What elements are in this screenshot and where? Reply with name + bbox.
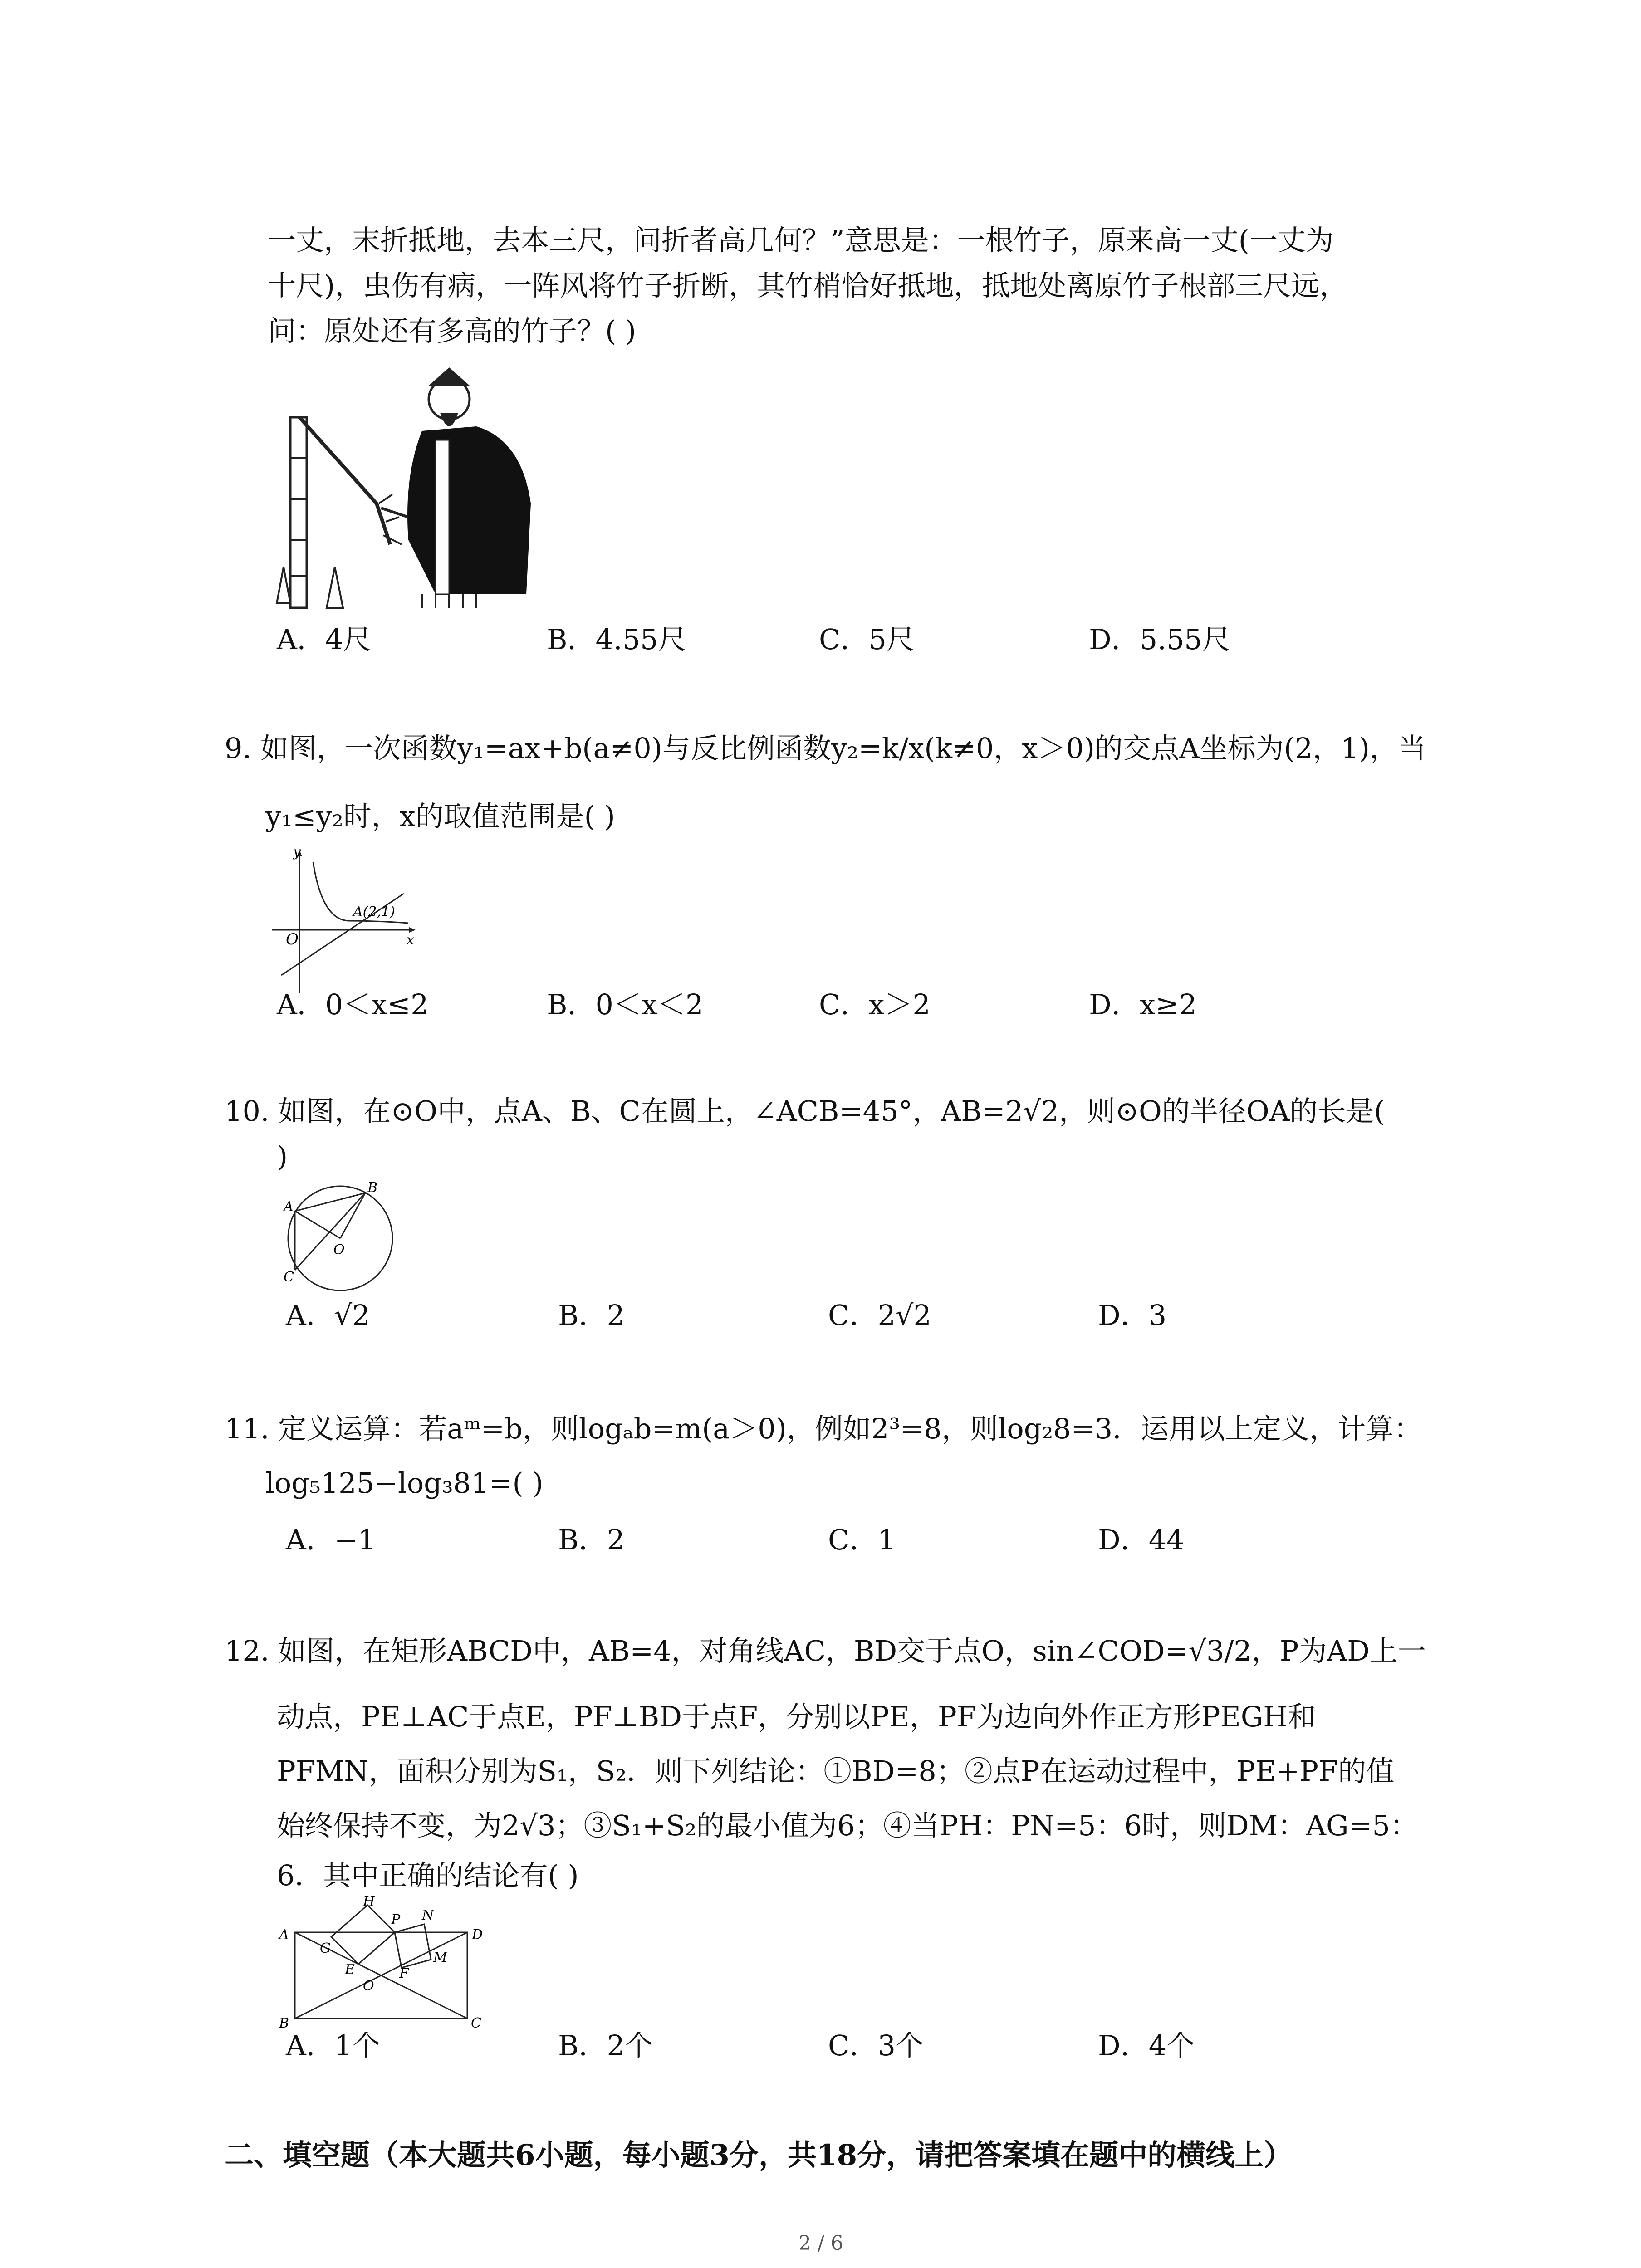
q11-option-b: B．2 xyxy=(558,1523,625,1556)
q9-line2: y₁≤y₂时，x的取值范围是( ) xyxy=(265,800,615,833)
q8-option-b: B．4.55尺 xyxy=(547,623,686,656)
q12-label-c: C xyxy=(471,2015,481,2031)
q9-label-x: x xyxy=(407,932,414,948)
q12-option-a: A．1个 xyxy=(286,2029,381,2062)
q12-line5: 6．其中正确的结论有( ) xyxy=(277,1859,579,1892)
q10-option-c: C．2√2 xyxy=(828,1299,931,1332)
q12-label-b: B xyxy=(279,2015,289,2031)
q10-label-b: B xyxy=(367,1180,378,1196)
q12-label-e: E xyxy=(345,1962,355,1978)
q12-label-p: P xyxy=(391,1912,401,1928)
q10-option-d: D．3 xyxy=(1098,1299,1167,1332)
q12-label-h: H xyxy=(363,1894,375,1910)
section-2-title: 二、填空题（本大题共6小题，每小题3分，共18分，请把答案填在题中的横线上） xyxy=(225,2138,1293,2172)
q12-rectangle-figure xyxy=(272,1894,490,2031)
q11-line2: log₅125−log₃81=( ) xyxy=(265,1466,544,1500)
q8-line2: 十尺)，虫伤有病，一阵风将竹子折断，其竹梢恰好抵地，抵地处离原竹子根部三尺远， xyxy=(268,269,1348,302)
q12-option-b: B．2个 xyxy=(558,2029,653,2062)
q11-option-a: A．−1 xyxy=(286,1523,376,1556)
q9-option-a: A．0＜x≤2 xyxy=(277,988,429,1021)
q9-line1: 9. 如图，一次函数y₁=ax+b(a≠0)与反比例函数y₂=k/x(k≠0，x＞0)的交点A坐标为(2，1)，当 xyxy=(225,732,1426,765)
page-number: 2 / 6 xyxy=(798,2232,843,2255)
q10-label-c: C xyxy=(284,1269,294,1285)
q12-option-c: C．3个 xyxy=(828,2029,924,2062)
q11-line1: 11. 定义运算：若aᵐ=b，则logₐb=m(a＞0)，例如2³=8，则log₂8=3．运用以上定义，计算： xyxy=(225,1412,1422,1445)
q9-label-a: A(2,1) xyxy=(353,904,395,920)
q11-option-d: D．44 xyxy=(1098,1523,1185,1556)
q10-circle-figure xyxy=(272,1179,417,1297)
q12-line1: 12. 如图，在矩形ABCD中，AB=4，对角线AC，BD交于点O，sin∠COD=√3/2，P为AD上一 xyxy=(225,1634,1426,1667)
bamboo-illustration xyxy=(272,367,554,612)
q12-label-g: G xyxy=(320,1941,331,1956)
q10-label-a: A xyxy=(284,1199,294,1215)
q12-label-n: N xyxy=(422,1907,434,1923)
q12-line3: PFMN，面积分别为S₁，S₂．则下列结论：①BD=8；②点P在运动过程中，PE+PF的值 xyxy=(277,1755,1395,1788)
q8-line3: 问：原处还有多高的竹子？( ) xyxy=(268,314,637,347)
q10-line1: 10. 如图，在⊙O中，点A、B、C在圆上，∠ACB=45°，AB=2√2，则⊙O的半径OA的长是( xyxy=(225,1095,1385,1128)
q9-option-d: D．x≥2 xyxy=(1089,988,1197,1021)
q12-line2: 动点，PE⊥AC于点E，PF⊥BD于点F，分别以PE，PF为边向外作正方形PEGH和 xyxy=(277,1700,1316,1733)
q12-label-o: O xyxy=(363,1978,374,1994)
q9-option-c: C．x＞2 xyxy=(819,988,931,1021)
q9-option-b: B．0＜x＜2 xyxy=(547,988,704,1021)
q9-label-y: y xyxy=(293,844,301,860)
q12-line4: 始终保持不变，为2√3；③S₁+S₂的最小值为6；④当PH：PN=5：6时，则DM：AG=5： xyxy=(277,1809,1418,1842)
q10-option-a: A．√2 xyxy=(286,1299,370,1332)
q12-label-a: A xyxy=(279,1927,289,1943)
q12-label-d: D xyxy=(472,1927,483,1943)
q8-option-a: A．4尺 xyxy=(277,623,372,656)
q8-option-c: C．5尺 xyxy=(819,623,915,656)
q11-option-c: C．1 xyxy=(828,1523,896,1556)
q12-label-f: F xyxy=(399,1965,409,1981)
q8-option-d: D．5.55尺 xyxy=(1089,623,1230,656)
q12-label-m: M xyxy=(433,1950,447,1965)
q8-line1: 一丈，末折抵地，去本三尺，问折者高几何？”意思是：一根竹子，原来高一丈(一丈为 xyxy=(268,224,1334,257)
q10-option-b: B．2 xyxy=(558,1299,625,1332)
q9-graph xyxy=(272,844,426,998)
q10-label-o: O xyxy=(333,1242,345,1258)
q9-label-o: O xyxy=(286,930,299,948)
q12-option-d: D．4个 xyxy=(1098,2029,1195,2062)
q10-line2: ) xyxy=(277,1140,288,1173)
